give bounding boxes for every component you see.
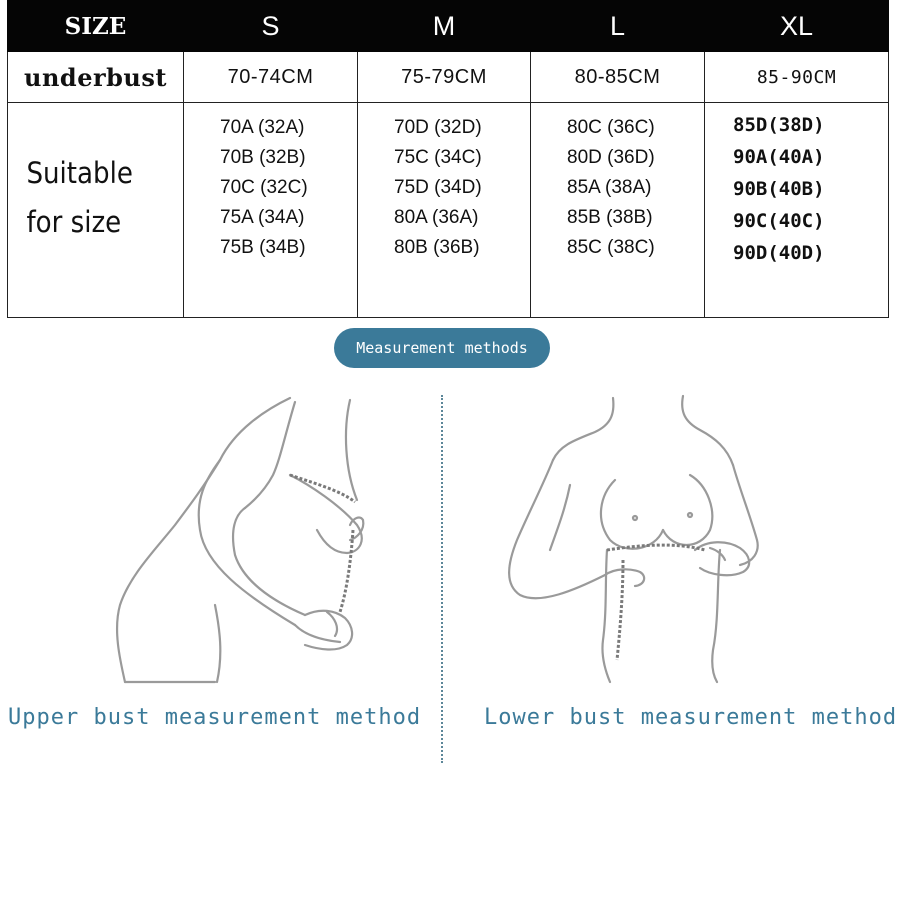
- underbust-xl: 85-90CM: [705, 52, 889, 103]
- suitable-label: [8, 103, 166, 318]
- lower-bust-caption: Lower bust measurement method: [484, 705, 898, 730]
- list-item: 90A(40A): [733, 146, 825, 168]
- list-item: 75D (34D): [394, 177, 482, 198]
- underbust-label: underbust: [8, 52, 184, 103]
- list-item: 90B(40B): [733, 178, 825, 200]
- section-divider: [441, 395, 443, 763]
- upper-bust-illustration: [95, 390, 395, 690]
- list-item: 85B (38B): [567, 207, 653, 228]
- upper-bust-caption: Upper bust measurement method: [8, 705, 422, 730]
- suitable-s-cell: [184, 103, 358, 318]
- list-item: 80C (36C): [567, 117, 655, 138]
- list-item: 70B (32B): [220, 147, 306, 168]
- suitable-l-list: [531, 103, 704, 263]
- suitable-l-cell: [531, 103, 705, 318]
- list-item: 90D(40D): [733, 242, 825, 264]
- size-header-row: [8, 1, 889, 52]
- list-item: 70C (32C): [220, 177, 308, 198]
- size-header-s: S: [184, 1, 358, 52]
- suitable-xl-cell: [705, 103, 889, 318]
- list-item: 70A (32A): [220, 117, 305, 138]
- underbust-l: 80-85CM: [531, 52, 705, 103]
- size-header-xl: XL: [705, 1, 889, 52]
- lower-bust-illustration: [495, 390, 795, 690]
- list-item: 75A (34A): [220, 207, 305, 228]
- list-item: 85D(38D): [733, 114, 825, 136]
- size-chart-table: [7, 0, 889, 318]
- suitable-label-line2: for size: [25, 205, 121, 239]
- measurement-methods-badge: Measurement methods: [334, 328, 550, 368]
- suitable-m-cell: [358, 103, 531, 318]
- list-item: 75B (34B): [220, 237, 306, 258]
- list-item: 75C (34C): [394, 147, 482, 168]
- list-item: 85A (38A): [567, 177, 652, 198]
- list-item: 80A (36A): [394, 207, 479, 228]
- suitable-m-list: [358, 103, 530, 263]
- size-header-label: SIZE: [8, 1, 184, 52]
- list-item: 70D (32D): [394, 117, 482, 138]
- size-header-m: M: [358, 1, 531, 52]
- suitable-xl-list: [705, 103, 888, 269]
- suitable-s-list: [184, 103, 357, 263]
- list-item: 90C(40C): [733, 210, 825, 232]
- size-header-l: L: [531, 1, 705, 52]
- suitable-label-line1: Suitable: [25, 156, 133, 190]
- list-item: 85C (38C): [567, 237, 655, 258]
- list-item: 80D (36D): [567, 147, 655, 168]
- underbust-m: 75-79CM: [358, 52, 531, 103]
- suitable-size-row: [8, 103, 889, 318]
- list-item: 80B (36B): [394, 237, 480, 258]
- underbust-s: 70-74CM: [184, 52, 358, 103]
- underbust-row: [8, 52, 889, 103]
